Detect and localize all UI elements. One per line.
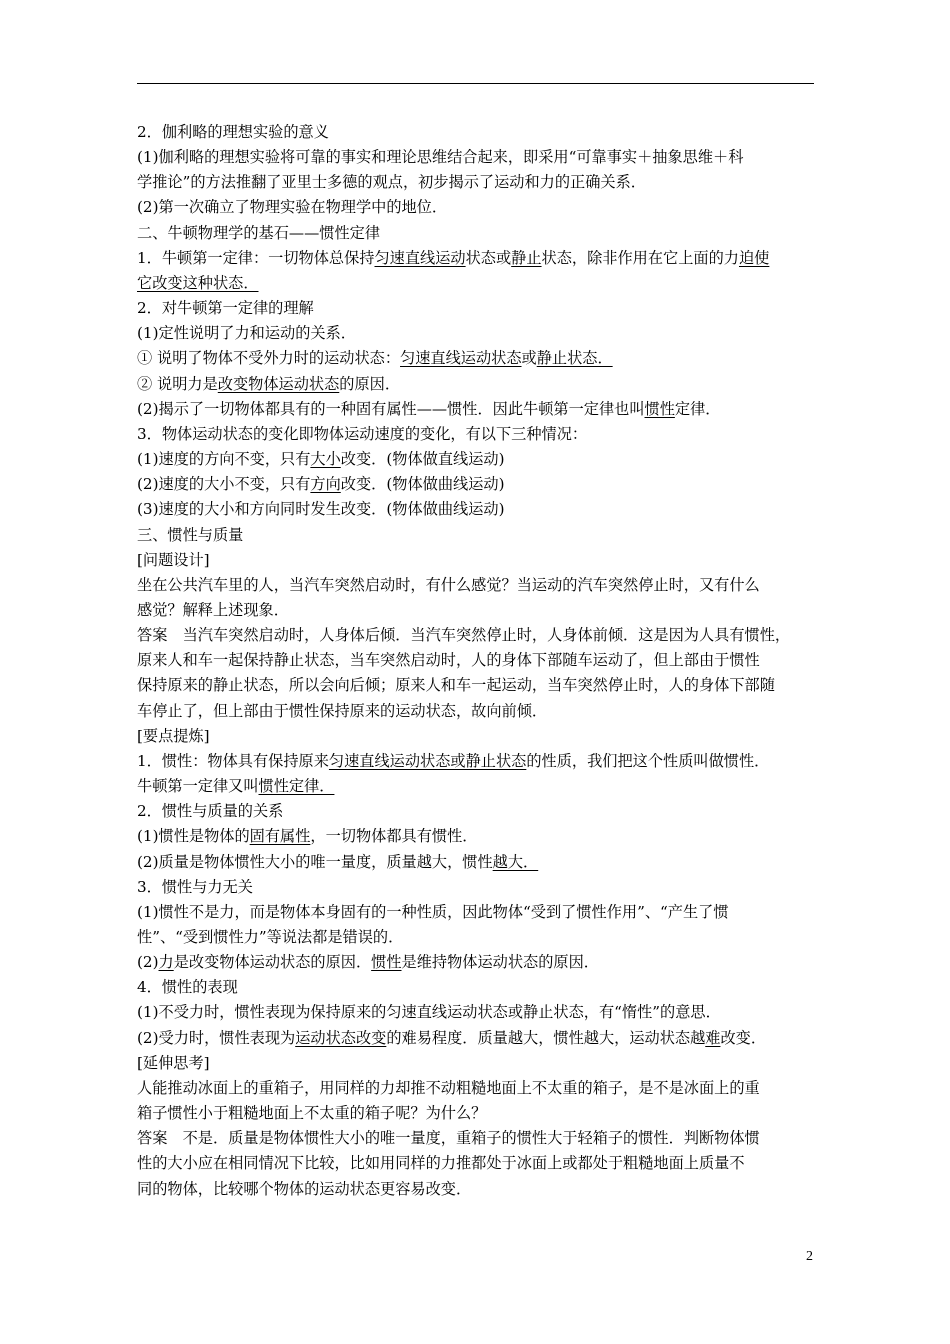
- underlined-answer: 匀速直线运动状态或静止状态: [328, 751, 527, 770]
- underlined-answer: 静止: [511, 248, 542, 267]
- text-line: [137, 170, 817, 195]
- text-run: 改变．(物体做直线运动): [340, 450, 505, 469]
- text-run: 二、牛顿物理学的基石——惯性定律: [137, 223, 380, 242]
- text-line: [137, 1051, 817, 1076]
- underlined-answer: 越大．: [492, 852, 539, 871]
- text-run: [延伸思考]: [137, 1053, 210, 1072]
- text-line: [137, 774, 817, 799]
- text-line: [137, 724, 817, 749]
- text-run: (2): [137, 953, 159, 972]
- text-line: [137, 120, 817, 145]
- text-line: [137, 246, 817, 271]
- text-run: 保持原来的静止状态，所以会向后倾；原来人和车一起运动，当车突然停止时，人的身体下部随: [137, 676, 775, 695]
- underlined-answer: 匀速直线运动: [374, 248, 466, 267]
- text-run: 坐在公共汽车里的人，当汽车突然启动时，有什么感觉？当运动的汽车突然停止时，又有什么: [137, 575, 760, 594]
- text-run: (2)受力时，惯性表现为: [137, 1028, 296, 1047]
- text-run: 性的大小应在相同情况下比较，比如用同样的力推都处于冰面上或都处于粗糙地面上质量不: [137, 1154, 745, 1173]
- text-run: 改变．(物体做曲线运动): [340, 475, 505, 494]
- text-run: 是改变物体运动状态的原因．: [173, 953, 372, 972]
- text-run: 3．惯性与力无关: [137, 877, 253, 896]
- text-run: 学推论”的方法推翻了亚里士多德的观点，初步揭示了运动和力的正确关系．: [137, 173, 646, 192]
- text-run: 2．对牛顿第一定律的理解: [137, 299, 314, 318]
- text-run: [要点提炼]: [137, 726, 210, 745]
- text-run: (1)不受力时，惯性表现为保持原来的匀速直线运动状态或静止状态，有“惰性”的意思．: [137, 1003, 721, 1022]
- text-run: 箱子惯性小于粗糙地面上不太重的箱子呢？为什么？: [137, 1104, 487, 1123]
- text-line: [137, 1126, 817, 1151]
- underlined-answer: 惯性: [644, 399, 675, 418]
- text-run: 或: [521, 349, 537, 368]
- text-run: 牛顿第一定律又叫: [137, 777, 259, 796]
- text-run: (1)惯性不是力，而是物体本身固有的一种性质，因此物体“受到了惯性作用”、“产生了惯: [137, 902, 729, 921]
- text-run: 的性质，我们把这个性质叫做惯性．: [526, 751, 770, 770]
- text-run: (2)速度的大小不变，只有: [137, 475, 311, 494]
- text-line: [137, 623, 817, 648]
- text-line: [137, 397, 817, 422]
- text-run: 定律．: [674, 399, 721, 418]
- text-run: 改变．: [720, 1028, 767, 1047]
- text-line: [137, 195, 817, 220]
- text-run: 的原因．: [339, 374, 401, 393]
- text-line: [137, 1177, 817, 1202]
- text-line: [137, 648, 817, 673]
- text-line: [137, 472, 817, 497]
- text-run: ，一切物体都具有惯性．: [310, 827, 478, 846]
- text-run: 2．伽利略的理想实验的意义: [137, 123, 329, 141]
- underlined-answer: 固有属性: [249, 827, 311, 846]
- text-line: [137, 799, 817, 824]
- text-line: [137, 145, 817, 170]
- underlined-answer: 方向: [310, 475, 341, 494]
- text-run: (3)速度的大小和方向同时发生改变．(物体做曲线运动): [137, 500, 505, 519]
- text-line: [137, 875, 817, 900]
- text-run: 原来人和车一起保持静止状态，当车突然启动时，人的身体下部随车运动了，但上部由于惯性: [137, 651, 760, 670]
- text-run: (1)速度的方向不变，只有: [137, 450, 311, 469]
- text-run: 人能推动冰面上的重箱子，用同样的力却推不动粗糙地面上不太重的箱子，是不是冰面上的重: [137, 1078, 760, 1097]
- text-run: 三、惯性与质量: [137, 525, 244, 544]
- text-line: [137, 673, 817, 698]
- text-run: 答案 当汽车突然启动时，人身体后倾．当汽车突然停止时，人身体前倾．这是因为人具有惯性，: [137, 626, 791, 645]
- text-run: 是维持物体运动状态的原因．: [401, 953, 599, 972]
- page-number: 2: [806, 1249, 813, 1264]
- text-line: [137, 749, 817, 774]
- text-line: [137, 925, 817, 950]
- text-run: 车停止了，但上部由于惯性保持原来的运动状态，故向前倾．: [137, 701, 548, 720]
- underlined-answer: 难: [705, 1028, 721, 1047]
- text-run: (2)揭示了一切物体都具有的一种固有属性——惯性．因此牛顿第一定律也叫: [137, 399, 645, 418]
- text-run: ② 说明力是: [137, 374, 218, 393]
- text-line: [137, 447, 817, 472]
- text-line: [137, 271, 817, 296]
- text-line: [137, 975, 817, 1000]
- text-run: 的难易程度．质量越大，惯性越大，运动状态越: [386, 1028, 706, 1047]
- text-line: [137, 900, 817, 925]
- text-run: 状态，除非作用在它上面的力: [541, 248, 739, 267]
- underlined-answer: 它改变这种状态．: [137, 273, 259, 292]
- text-run: 4．惯性的表现: [137, 978, 238, 997]
- text-line: [137, 1076, 817, 1101]
- text-run: (2)第一次确立了物理实验在物理学中的地位．: [137, 198, 448, 217]
- text-line: [137, 1026, 817, 1051]
- text-line: [137, 598, 817, 623]
- text-run: (1)惯性是物体的: [137, 827, 250, 846]
- text-line: [137, 1151, 817, 1176]
- text-line: [137, 824, 817, 849]
- text-line: [137, 523, 817, 548]
- text-run: 同的物体，比较哪个物体的运动状态更容易改变．: [137, 1179, 472, 1198]
- underlined-answer: 迫使: [738, 248, 770, 267]
- text-run: 3．物体运动状态的变化即物体运动速度的变化，有以下三种情况：: [137, 424, 588, 443]
- underlined-answer: 改变物体运动状态: [217, 374, 340, 393]
- underlined-answer: 惯性: [371, 953, 402, 972]
- text-line: [137, 346, 817, 371]
- text-run: 感觉？解释上述现象．: [137, 600, 289, 619]
- text-line: [137, 296, 817, 321]
- text-line: [137, 1101, 817, 1126]
- text-line: [137, 950, 817, 975]
- header-rule: [137, 83, 814, 84]
- text-run: 1．惯性：物体具有保持原来: [137, 751, 329, 770]
- text-run: ① 说明了物体不受外力时的运动状态：: [137, 349, 401, 368]
- underlined-answer: 匀速直线运动状态: [400, 349, 522, 368]
- text-run: 答案 不是．质量是物体惯性大小的唯一量度，重箱子的惯性大于轻箱子的惯性．判断物体惯: [137, 1129, 760, 1148]
- text-line: [137, 422, 817, 447]
- underlined-answer: 力: [158, 953, 174, 972]
- text-line: [137, 372, 817, 397]
- text-run: 性”、“受到惯性力”等说法都是错误的．: [137, 928, 404, 946]
- underlined-answer: 大小: [310, 450, 341, 469]
- text-run: 1．牛顿第一定律：一切物体总保持: [137, 248, 375, 267]
- text-line: [137, 573, 817, 598]
- text-run: 2．惯性与质量的关系: [137, 802, 284, 821]
- underlined-answer: 运动状态改变: [295, 1028, 387, 1047]
- text-run: [问题设计]: [137, 550, 210, 569]
- body-text: [137, 120, 817, 1202]
- underlined-answer: 静止状态．: [536, 349, 613, 368]
- text-run: 状态或: [465, 248, 512, 267]
- text-line: [137, 850, 817, 875]
- text-line: [137, 497, 817, 522]
- underlined-answer: 惯性定律．: [258, 777, 335, 796]
- text-line: [137, 221, 817, 246]
- text-line: [137, 321, 817, 346]
- text-run: (2)质量是物体惯性大小的唯一量度，质量越大，惯性: [137, 852, 493, 871]
- text-line: [137, 1000, 817, 1025]
- text-line: [137, 699, 817, 724]
- text-line: [137, 548, 817, 573]
- text-run: (1)定性说明了力和运动的关系．: [137, 324, 356, 343]
- text-run: (1)伽利略的理想实验将可靠的事实和理论思维结合起来，即采用“可靠事实＋抽象思维＋科: [137, 148, 744, 167]
